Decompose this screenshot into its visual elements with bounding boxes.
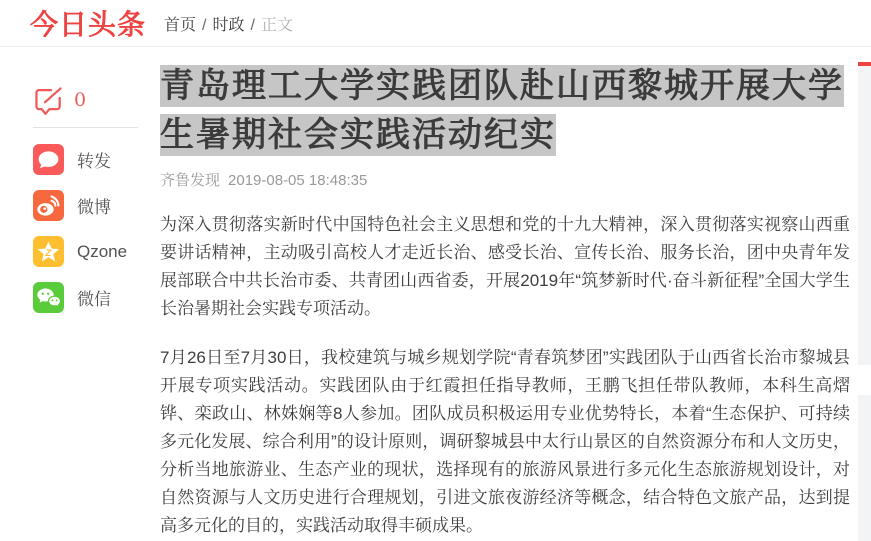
share-item-wechat[interactable] bbox=[33, 282, 143, 313]
share-rail bbox=[33, 83, 143, 328]
title-line-2: 生暑期社会实践活动纪实 bbox=[160, 116, 556, 154]
article bbox=[160, 47, 850, 541]
site-header bbox=[0, 0, 871, 47]
article-body bbox=[160, 211, 850, 540]
share-item-forward[interactable] bbox=[33, 144, 143, 175]
breadcrumb-category[interactable]: 时政 bbox=[212, 16, 245, 34]
right-sidebar-panel-cutoff bbox=[858, 62, 871, 365]
article-meta bbox=[160, 169, 850, 190]
breadcrumb-separator: / bbox=[202, 16, 207, 34]
article-datetime: 2019-08-05 18:48:35 bbox=[228, 172, 368, 189]
chat-bubble-icon bbox=[33, 144, 64, 175]
share-label: 微博 bbox=[77, 198, 111, 217]
share-item-qzone[interactable] bbox=[33, 236, 143, 267]
share-label: Qzone bbox=[77, 241, 128, 261]
article-title bbox=[160, 62, 850, 160]
toutiao-logo[interactable]: 今日头条 bbox=[30, 9, 147, 40]
rail-divider bbox=[33, 127, 138, 128]
write-comment-icon[interactable] bbox=[33, 85, 64, 116]
qzone-star-icon bbox=[33, 236, 64, 267]
breadcrumb-current: 正文 bbox=[260, 16, 293, 34]
share-label: 转发 bbox=[77, 152, 111, 171]
article-paragraph: 为深入贯彻落实新时代中国特色社会主义思想和党的十九大精神，深入贯彻落实视察山西重要讲话精神，主动吸引高校人才走近长治、感受长治、宣传长治、服务长治，团中央青年发展部联合中共长治市委、共青团山西省委，开展2019年“筑梦新时代·奋斗新征程”全国大学生长治暑期社会实践专项活动。 bbox=[160, 215, 850, 318]
wechat-icon bbox=[33, 282, 64, 313]
share-label: 微信 bbox=[77, 290, 111, 309]
breadcrumb-separator: / bbox=[250, 16, 255, 34]
svg-text:Z: Z bbox=[45, 247, 52, 259]
breadcrumb bbox=[164, 12, 293, 35]
breadcrumb-home[interactable]: 首页 bbox=[164, 16, 197, 34]
title-line-1: 青岛理工大学实践团队赴山西黎城开展大学 bbox=[160, 67, 844, 105]
right-sidebar-panel-cutoff bbox=[858, 395, 871, 541]
article-source: 齐鲁发现 bbox=[160, 172, 221, 189]
article-paragraph: 7月26日至7月30日，我校建筑与城乡规划学院“青春筑梦团”实践团队于山西省长治市黎城县开展专项实践活动。实践团队由于红霞担任指导教师，王鹏飞担任带队教师，本科生高熠铧、栾政山、林姝娴等8人参加。团队成员积极运用专业优势特长，本着“生态保护、可持续多元化发展、综合利用”的设计原则，调研黎城县中太行山景区的自然资源分布和人文历史，分析当地旅游业、生态产业的现状，选择现有的旅游风景进行多元化生态旅游规划设计，对自然资源与人文历史进行合理规划，引进文旅夜游经济等概念，结合特色文旅产品，达到提高多元化的目的，实践活动取得丰硕成果。 bbox=[160, 348, 850, 535]
comment-row[interactable] bbox=[33, 83, 143, 117]
weibo-icon bbox=[33, 190, 64, 221]
comment-count: 0 bbox=[74, 89, 87, 111]
share-item-weibo[interactable] bbox=[33, 190, 143, 221]
